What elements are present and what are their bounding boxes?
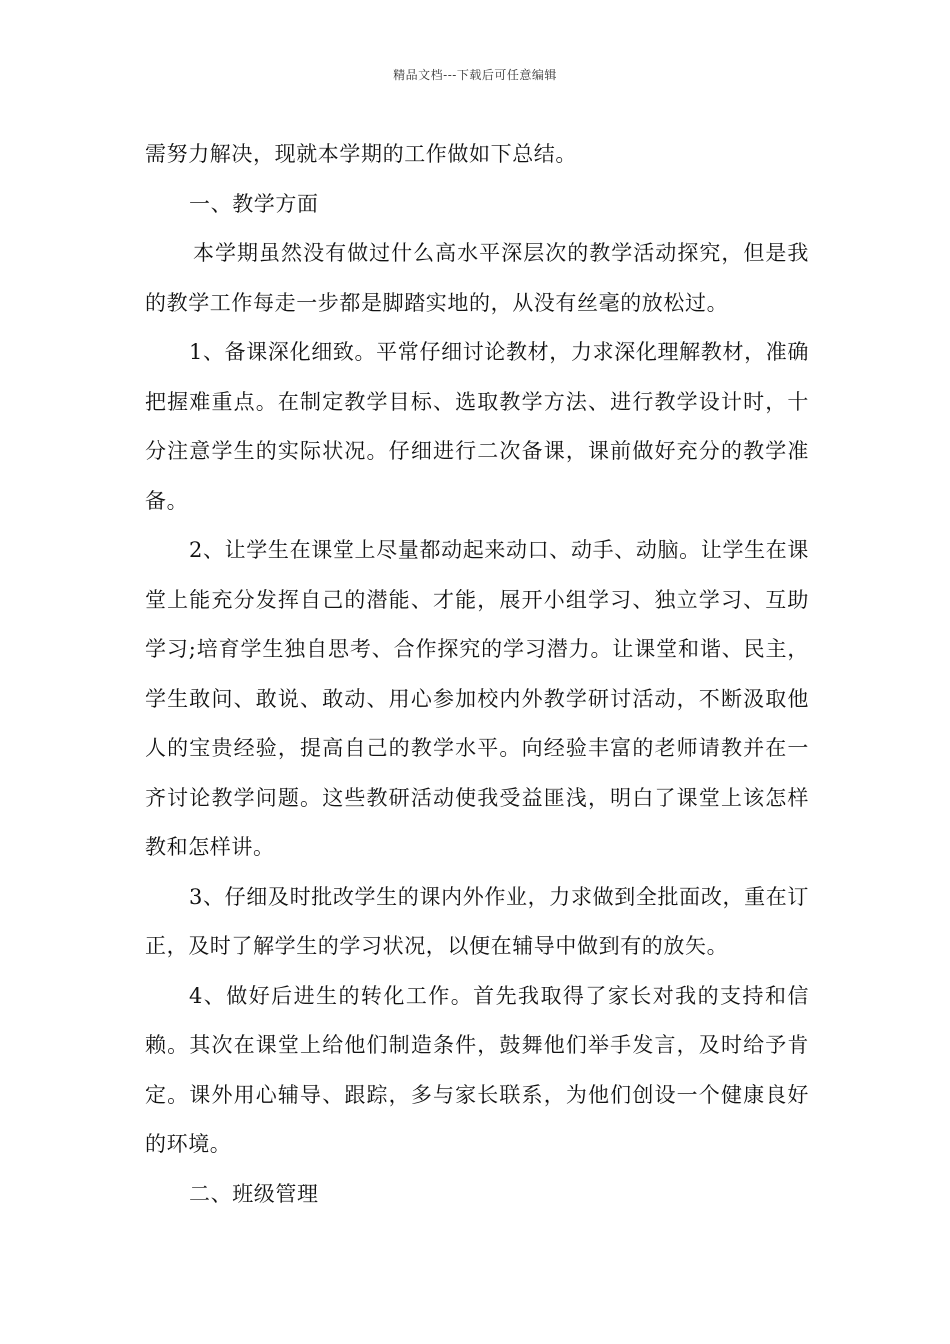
- page-header: 精品文档---下载后可任意编辑: [393, 68, 557, 82]
- paragraph-item-4: 4、做好后进生的转化工作。首先我取得了家长对我的支持和信赖。其次在课堂上给他们制造条件，鼓舞他们举手发言，及时给予肯定。课外用心辅导、跟踪，多与家长联系，为他们创设一个健康良好的环境。: [145, 983, 809, 1156]
- document-body: [145, 130, 809, 1219]
- paragraph-intro: 本学期虽然没有做过什么高水平深层次的教学活动探究，但是我的教学工作每走一步都是脚踏实地的，从没有丝毫的放松过。: [145, 241, 809, 315]
- paragraph-continuation: 需努力解决，现就本学期的工作做如下总结。: [145, 142, 577, 166]
- paragraph-item-3: 3、仔细及时批改学生的课内外作业，力求做到全批面改，重在订正，及时了解学生的学习状况，以便在辅导中做到有的放矢。: [145, 884, 809, 958]
- paragraph-item-2: 2、让学生在课堂上尽量都动起来动口、动手、动脑。让学生在课堂上能充分发挥自己的潜能、才能，展开小组学习、独立学习、互助学习;培育学生独自思考、合作探究的学习潜力。让课堂和谐、民主，学生敢问、敢说、敢动、用心参加校内外教学研讨活动，不断汲取他人的宝贵经验，提高自己的教学水平。向经验丰富的老师请教并在一齐讨论教学问题。这些教研活动使我受益匪浅，明白了课堂上该怎样教和怎样讲。: [145, 538, 809, 859]
- section-heading-class-management: 二、班级管理: [189, 1181, 319, 1206]
- paragraph-item-1: 1、备课深化细致。平常仔细讨论教材，力求深化理解教材，准确把握难重点。在制定教学目标、选取教学方法、进行教学设计时，十分注意学生的实际状况。仔细进行二次备课，课前做好充分的教学准备。: [145, 340, 809, 513]
- section-heading-teaching: 一、教学方面: [189, 191, 319, 216]
